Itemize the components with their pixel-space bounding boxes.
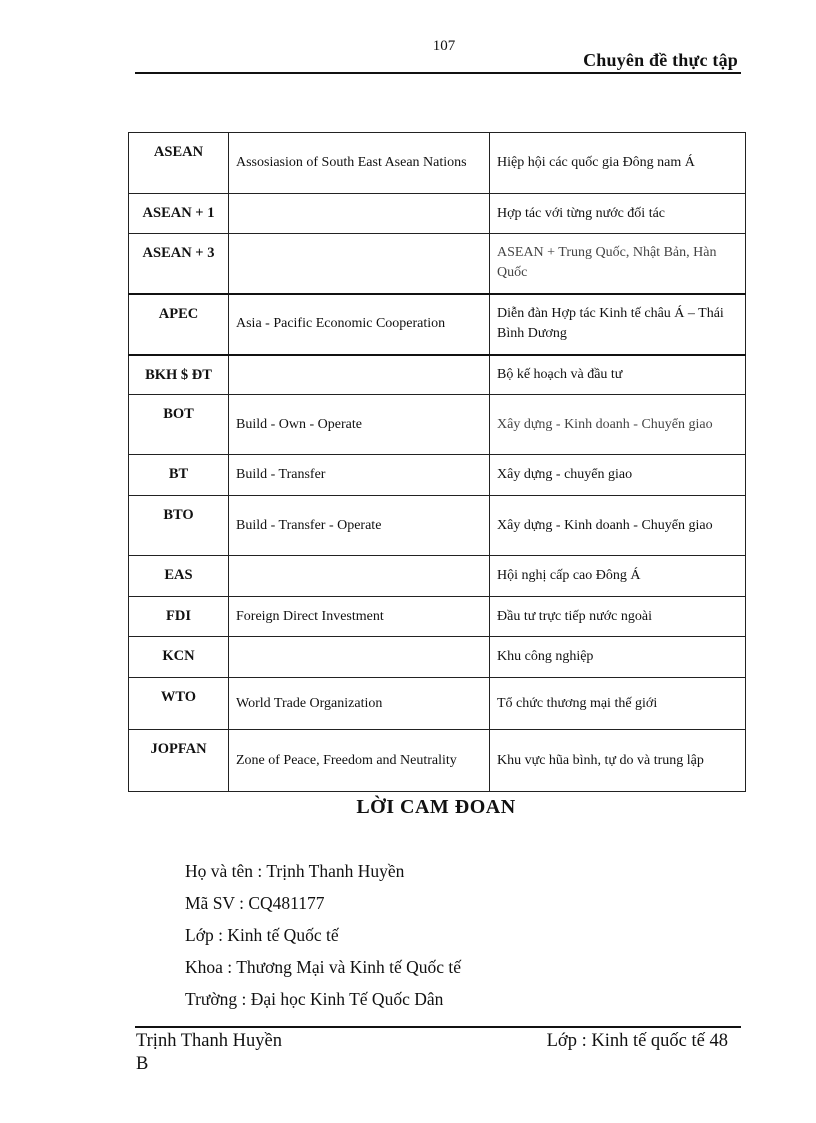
pledge-title: LỜI CAM ĐOAN: [356, 796, 516, 818]
table-row: [129, 395, 746, 455]
abbr-code: FDI: [129, 597, 229, 637]
footer-rule: [135, 1026, 741, 1028]
abbr-vietnamese: Khu vực hũa bình, tự do và trung lập: [490, 730, 746, 792]
footer-author: [136, 1030, 282, 1076]
abbr-vietnamese: Hợp tác với từng nước đối tác: [490, 194, 746, 234]
header-rule: [135, 72, 741, 74]
abbr-code: BTO: [129, 496, 229, 556]
footer-class: Lớp : Kinh tế quốc tế 48: [546, 1031, 728, 1051]
abbr-code: EAS: [129, 556, 229, 597]
abbr-vietnamese: Tổ chức thương mại thế giới: [490, 678, 746, 730]
footer-class-suffix: B: [136, 1054, 149, 1074]
abbr-vietnamese: Khu công nghiệp: [490, 637, 746, 678]
table-row: [129, 294, 746, 355]
abbr-code: BOT: [129, 395, 229, 455]
abbr-english: Build - Transfer - Operate: [229, 496, 490, 556]
abbr-vietnamese: Xây dựng - chuyển giao: [490, 455, 746, 496]
abbr-code: ASEAN + 1: [129, 194, 229, 234]
student-university-line: Trường : Đại học Kinh Tế Quốc Dân: [185, 989, 444, 1009]
abbr-english: Foreign Direct Investment: [229, 597, 490, 637]
abbr-english: Zone of Peace, Freedom and Neutrality: [229, 730, 490, 792]
abbr-vietnamese: Đầu tư trực tiếp nước ngoài: [490, 597, 746, 637]
abbr-english: World Trade Organization: [229, 678, 490, 730]
abbr-english: Build - Own - Operate: [229, 395, 490, 455]
abbr-code: BKH $ ĐT: [129, 355, 229, 395]
abbr-english: [229, 355, 490, 395]
table-row: [129, 730, 746, 792]
abbr-vietnamese: ASEAN + Trung Quốc, Nhật Bản, Hàn Quốc: [490, 234, 746, 294]
abbr-english: [229, 234, 490, 294]
table-row: [129, 355, 746, 395]
abbr-english: [229, 194, 490, 234]
footer-author-name: Trịnh Thanh Huyền: [136, 1031, 282, 1051]
abbr-code: WTO: [129, 678, 229, 730]
abbr-vietnamese: Bộ kế hoạch và đầu tư: [490, 355, 746, 395]
student-id-line: Mã SV : CQ481177: [185, 893, 325, 913]
abbr-english: [229, 637, 490, 678]
abbr-english: Assosiasion of South East Asean Nations: [229, 133, 490, 194]
student-faculty-line: Khoa : Thương Mại và Kinh tế Quốc tế: [185, 957, 462, 977]
page-number: 107: [432, 38, 456, 54]
abbr-english: Build - Transfer: [229, 455, 490, 496]
table-row: [129, 637, 746, 678]
table-row: [129, 234, 746, 294]
abbr-code: ASEAN + 3: [129, 234, 229, 294]
abbreviation-table: [128, 132, 746, 792]
abbr-code: JOPFAN: [129, 730, 229, 792]
table-row: [129, 678, 746, 730]
abbr-english: Asia - Pacific Economic Cooperation: [229, 294, 490, 355]
abbr-code: BT: [129, 455, 229, 496]
student-name-line: Họ và tên : Trịnh Thanh Huyền: [185, 861, 405, 881]
abbr-code: KCN: [129, 637, 229, 678]
student-info: [185, 858, 461, 1018]
abbr-vietnamese: Hội nghị cấp cao Đông Á: [490, 556, 746, 597]
abbr-vietnamese: Xây dựng - Kinh doanh - Chuyển giao: [490, 496, 746, 556]
abbr-code: APEC: [129, 294, 229, 355]
table-row: [129, 556, 746, 597]
abbr-vietnamese: Xây dựng - Kinh doanh - Chuyển giao: [490, 395, 746, 455]
abbr-vietnamese: Diễn đàn Hợp tác Kinh tế châu Á – Thái Bình Dương: [490, 294, 746, 355]
table-row: [129, 133, 746, 194]
abbr-vietnamese: Hiệp hội các quốc gia Đông nam Á: [490, 133, 746, 194]
abbr-code: ASEAN: [129, 133, 229, 194]
table-row: [129, 496, 746, 556]
student-class-line: Lớp : Kinh tế Quốc tế: [185, 925, 339, 945]
header-title: Chuyên đề thực tập: [583, 50, 738, 70]
table-row: [129, 597, 746, 637]
table-row: [129, 194, 746, 234]
table-row: [129, 455, 746, 496]
abbr-english: [229, 556, 490, 597]
